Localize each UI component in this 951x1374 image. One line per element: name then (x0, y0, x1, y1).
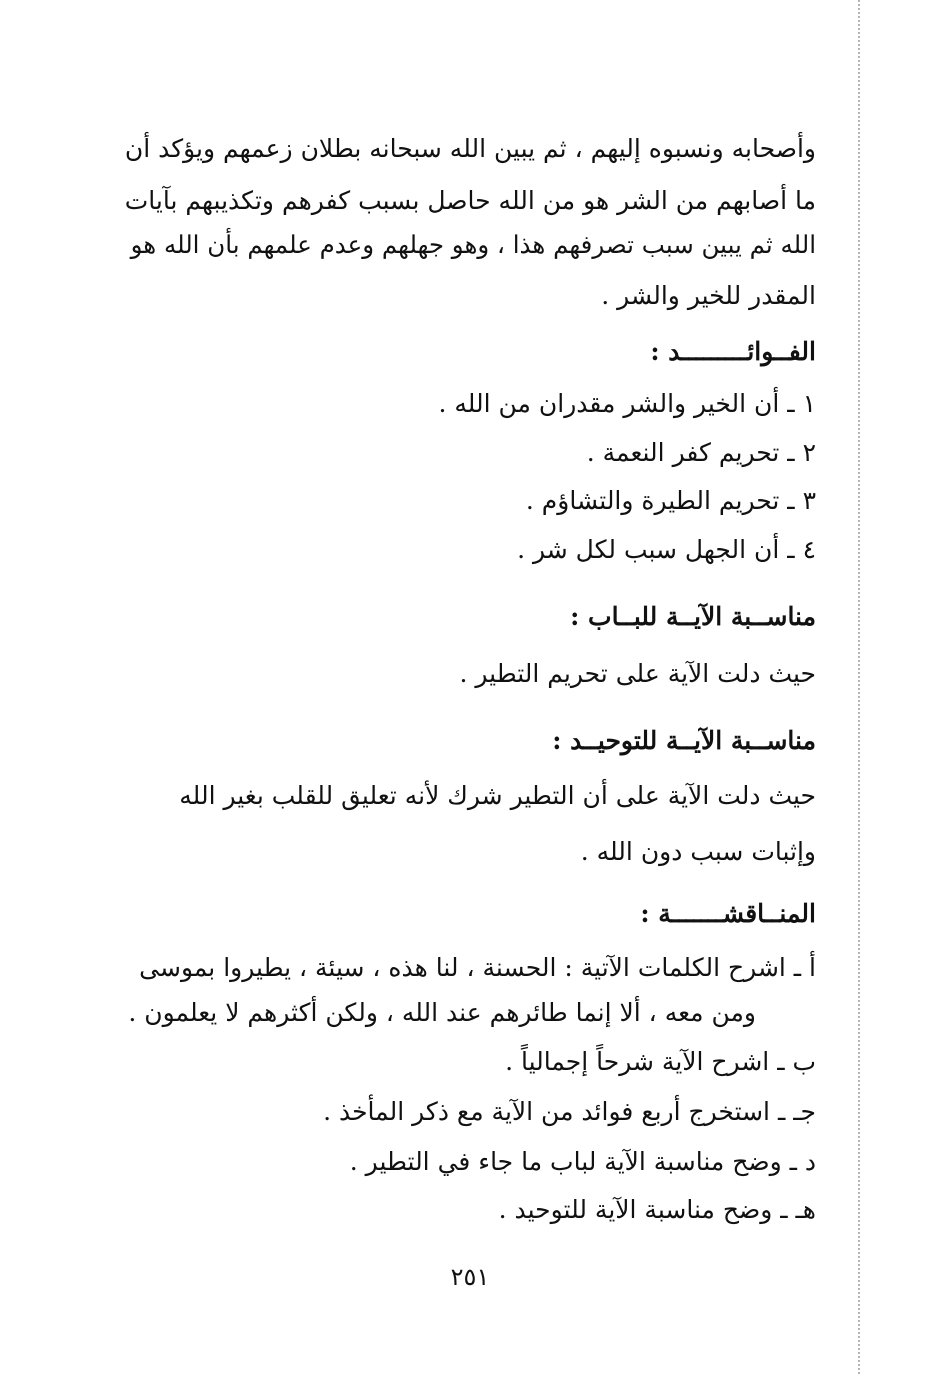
discussion-item-a: أ ـ اشرح الكلمات الآتية : الحسنة ، لنا هذه ، سيئة ، يطيروا بموسى (139, 953, 816, 982)
intro-line-2: ما أصابهم من الشر هو من الله حاصل بسبب كفرهم وتكذيبهم بآيات (124, 186, 816, 215)
benefit-item-2: ٢ ـ تحريم كفر النعمة . (586, 438, 816, 467)
tawhid-relevance-line-1: حيث دلت الآية على أن التطير شرك لأنه تعليق للقلب بغير الله (179, 781, 816, 810)
discussion-item-c: جـ ـ استخرج أربع فوائد من الآية مع ذكر المأخذ . (323, 1097, 816, 1126)
chapter-relevance-text: حيث دلت الآية على تحريم التطير . (459, 659, 816, 688)
discussion-item-e: هـ ـ وضح مناسبة الآية للتوحيد . (498, 1195, 816, 1224)
benefit-item-3: ٣ ـ تحريم الطيرة والتشاؤم . (525, 486, 816, 515)
page-number: ٢٥١ (450, 1263, 490, 1291)
benefit-item-4: ٤ ـ أن الجهل سبب لكل شر . (517, 535, 816, 564)
tawhid-relevance-line-2: وإثبات سبب دون الله . (580, 837, 816, 866)
discussion-item-d: د ـ وضح مناسبة الآية لباب ما جاء في التطير . (349, 1147, 816, 1176)
discussion-heading: المنــاقشـــــــة : (640, 899, 816, 928)
benefit-item-1: ١ ـ أن الخير والشر مقدران من الله . (438, 389, 816, 418)
intro-line-1: وأصحابه ونسبوه إليهم ، ثم يبين الله سبحانه بطلان زعمهم ويؤكد أن (124, 134, 816, 163)
discussion-item-b: ب ـ اشرح الآية شرحاً إجمالياً . (505, 1047, 816, 1076)
discussion-item-a-continued: ومن معه ، ألا إنما طائرهم عند الله ، ولكن أكثرهم لا يعلمون . (128, 998, 756, 1027)
margin-dotted-rule (858, 0, 860, 1374)
tawhid-relevance-heading: مناســبة الآيــة للتوحيــد : (552, 726, 816, 755)
chapter-relevance-heading: مناســبة الآيــة للبــاب : (570, 602, 816, 631)
benefits-heading: الفــوائـــــــــد : (650, 337, 816, 366)
intro-line-3: الله ثم يبين سبب تصرفهم هذا ، وهو جهلهم وعدم علمهم بأن الله هو (130, 230, 816, 259)
intro-line-4: المقدر للخير والشر . (601, 281, 816, 310)
